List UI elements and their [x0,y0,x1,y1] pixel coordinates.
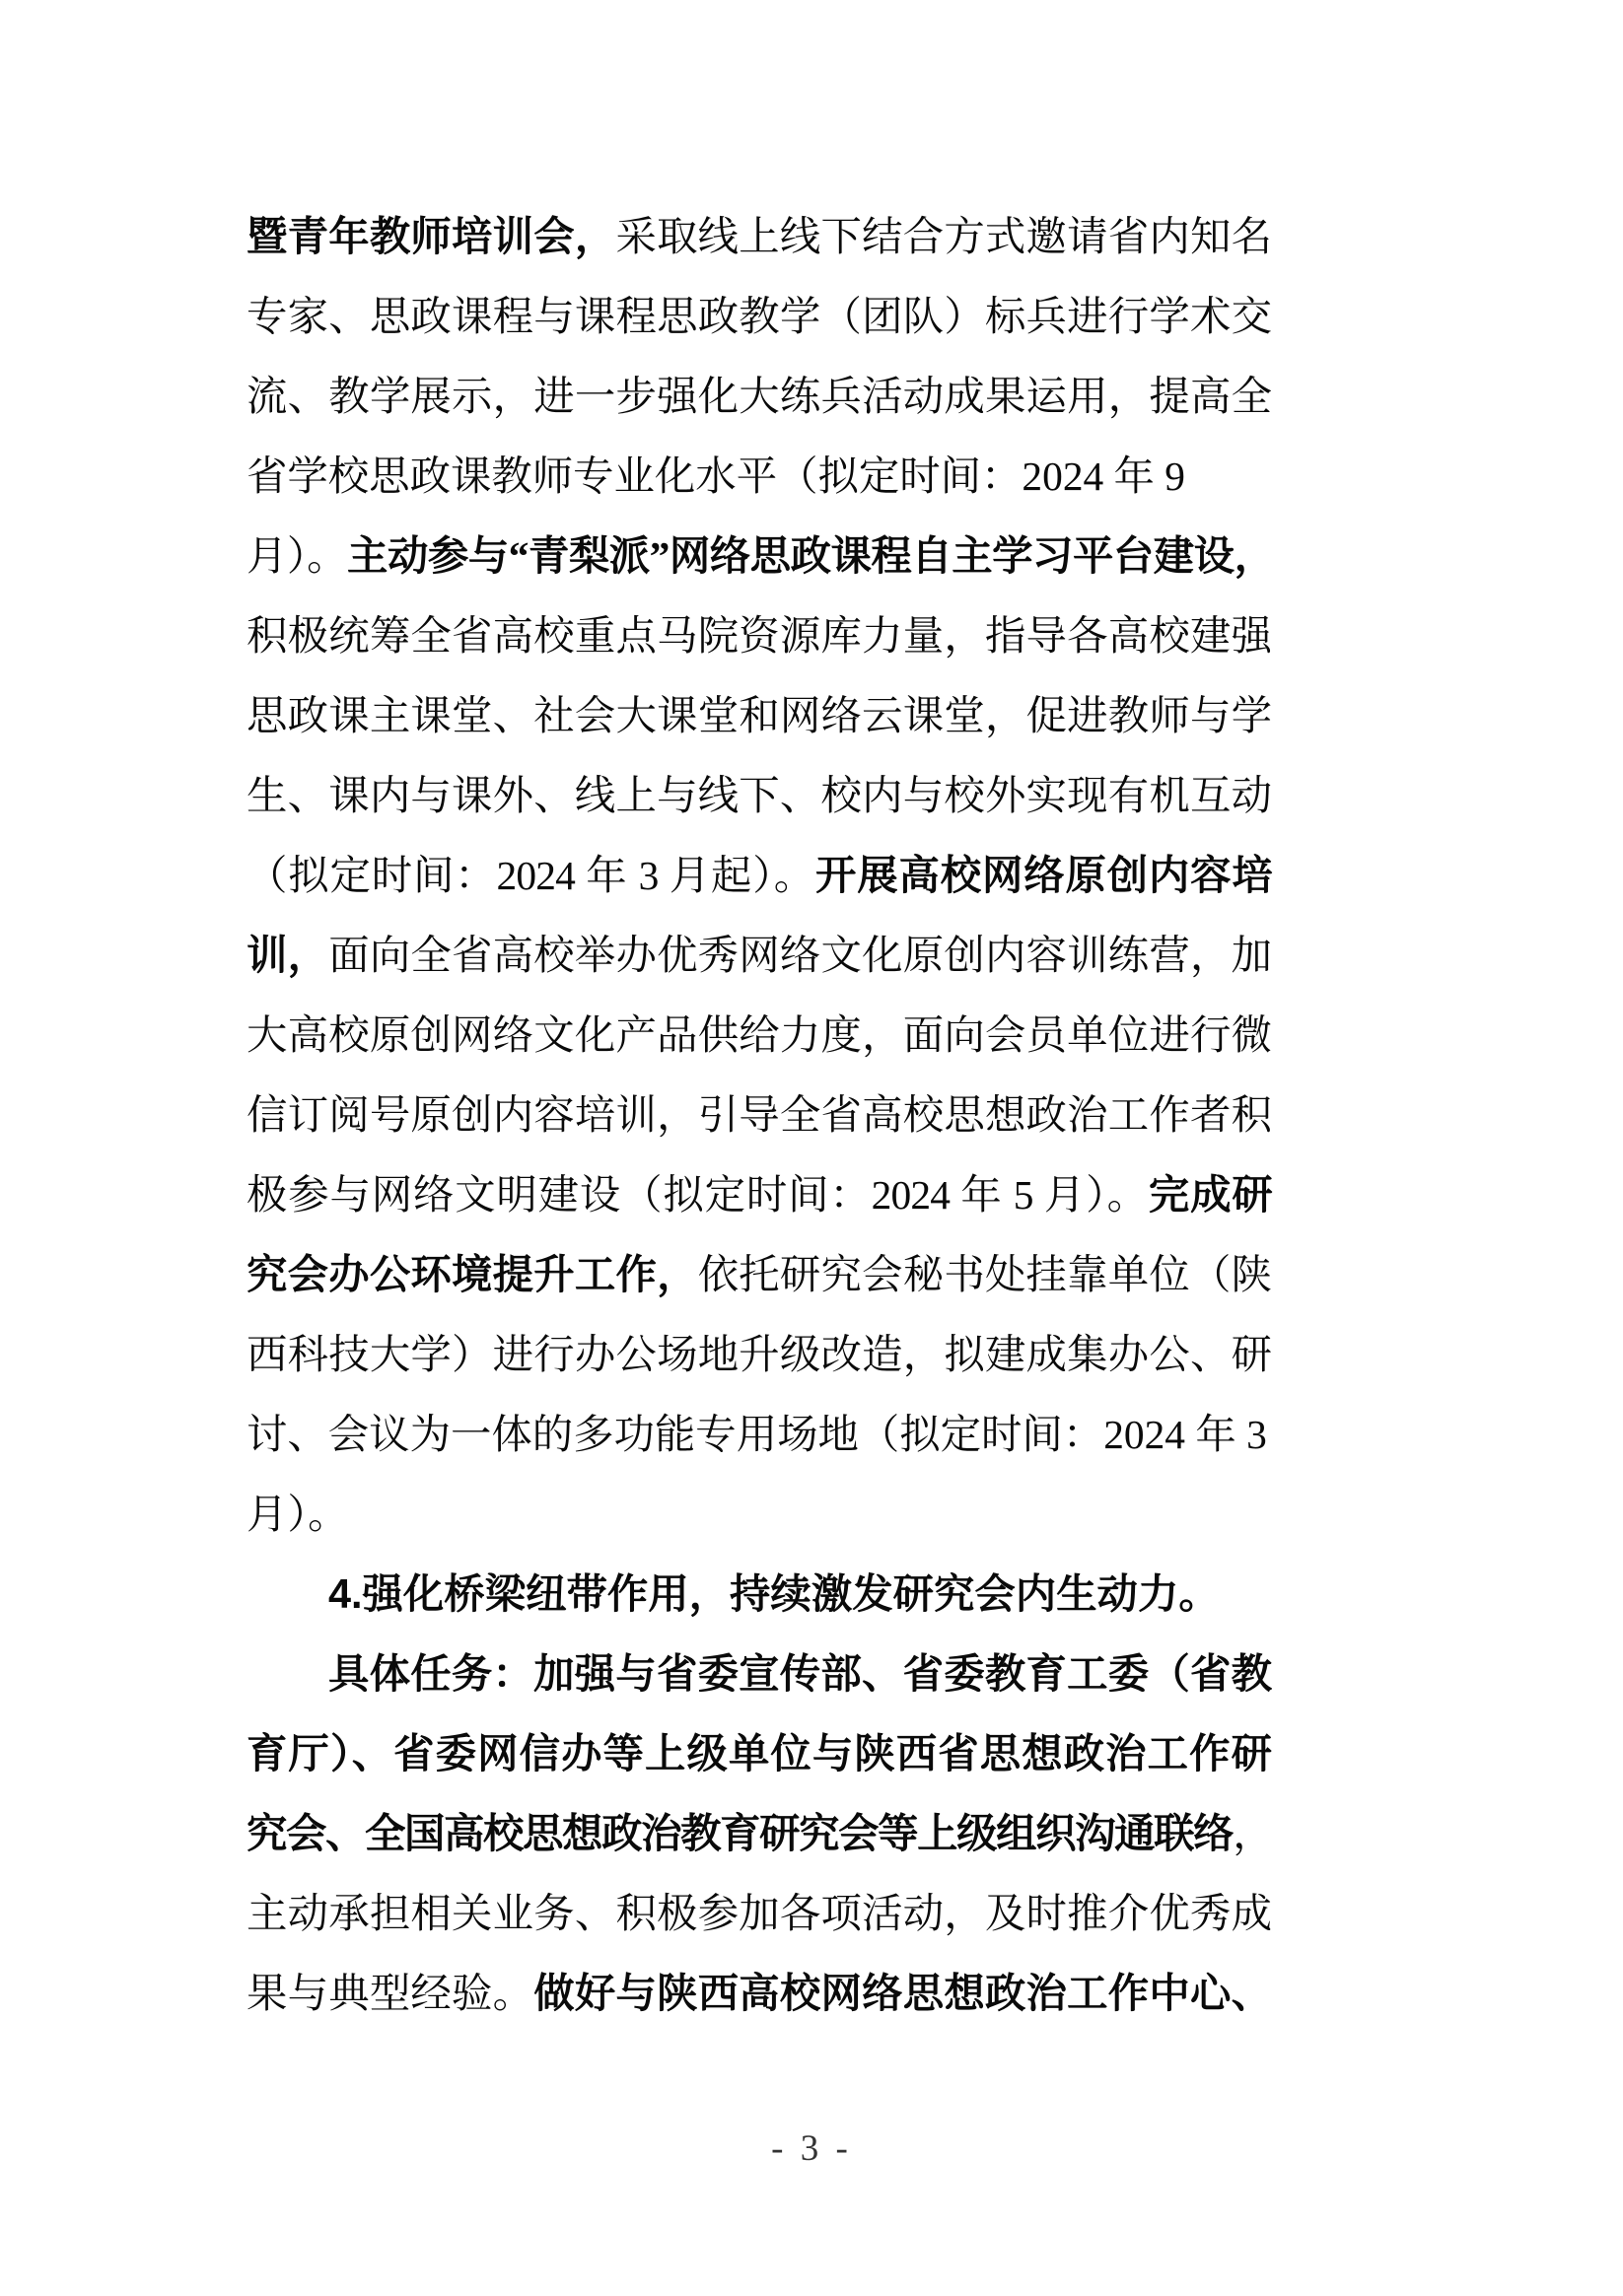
bold-text-segment: 做好与陕西高校网络思想政治工作中心、 [533,1971,1272,2016]
bold-text-segment: 究会办公环境提升工作， [247,1252,698,1297]
text-line [247,1155,1272,1235]
text-segment: 月）。 [247,1492,349,1537]
bold-text-segment: 育厅）、省委网信办等上级单位与陕西省思想政治工作研 [247,1731,1272,1776]
text-line [247,996,1272,1076]
text-segment: 主动承担相关业务、积极参加各项活动，及时推介优秀成 [247,1891,1272,1936]
text-segment: 西科技大学）进行办公场地升级改造，拟建成集办公、研 [247,1332,1272,1377]
text-line [247,1235,1272,1315]
text-segment: 思政课主课堂、社会大课堂和网络云课堂，促进教师与学 [247,693,1272,738]
text-segment: 专家、思政课程与课程思政教学（团队）标兵进行学术交 [247,294,1272,339]
bold-text-segment: 开展高校网络原创内容培 [815,853,1273,898]
text-line [247,756,1272,836]
bold-text-segment: 究会、全国高校思想政治教育研究会等上级组织沟通联络 [247,1811,1234,1856]
text-line [247,1794,1272,1874]
text-segment: 流、教学展示，进一步强化大练兵活动成果运用，提高全 [247,374,1272,419]
text-segment: 月）。 [247,533,348,579]
bold-text-segment: 4.强化桥梁纽带作用，持续激发研究会内生动力。 [328,1571,1220,1617]
page-number: - 3 - [771,2128,852,2169]
bold-text-segment: 具体任务： [328,1651,534,1697]
text-line [247,1395,1272,1475]
text-segment: 信订阅号原创内容培训，引导全省高校思想政治工作者积 [247,1092,1272,1138]
text-line [247,596,1272,676]
text-line [247,836,1272,916]
text-segment: 果与典型经验。 [247,1971,534,2016]
text-line [247,916,1272,996]
bold-text-segment: 完成研 [1148,1172,1272,1218]
text-line [247,1954,1272,2034]
section-heading [247,1555,1272,1635]
text-segment: 依托研究会秘书处挂靠单位（陕 [697,1252,1272,1297]
text-line [247,1475,1272,1555]
text-line [247,437,1272,517]
text-line [247,1874,1272,1954]
text-segment: （拟定时间：2024 年 3 月起）。 [247,853,816,898]
text-segment: ， [1233,1811,1272,1856]
text-line [247,277,1272,357]
bold-text-segment: 暨青年教师培训会， [247,214,616,259]
bold-text-segment: 加强与省委宣传部、省委教育工委（省教 [533,1651,1272,1697]
bold-text-segment: 训， [247,933,329,978]
text-line [247,1635,1272,1714]
text-line [247,676,1272,756]
text-segment: 积极统筹全省高校重点马院资源库力量，指导各高校建强 [247,613,1272,659]
text-line [247,1714,1272,1794]
text-segment: 生、课内与课外、线上与线下、校内与校外实现有机互动 [247,773,1272,818]
text-segment: 讨、会议为一体的多功能专用场地（拟定时间：2024 年 3 [247,1412,1267,1457]
text-segment: 面向全省高校举办优秀网络文化原创内容训练营，加 [328,933,1272,978]
text-line [247,1076,1272,1155]
text-segment: 省学校思政课教师专业化水平（拟定时间：2024 年 9 [247,453,1185,499]
text-line [247,197,1272,277]
document-body [247,197,1272,2034]
text-segment: 极参与网络文明建设（拟定时间：2024 年 5 月）。 [247,1172,1149,1218]
text-segment: 采取线上线下结合方式邀请省内知名 [615,214,1272,259]
text-line [247,357,1272,437]
text-segment: 大高校原创网络文化产品供给力度，面向会员单位进行微 [247,1012,1272,1058]
text-line [247,1315,1272,1395]
bold-text-segment: 主动参与“青梨派”网络思政课程自主学习平台建设， [347,533,1272,579]
text-line [247,517,1272,596]
